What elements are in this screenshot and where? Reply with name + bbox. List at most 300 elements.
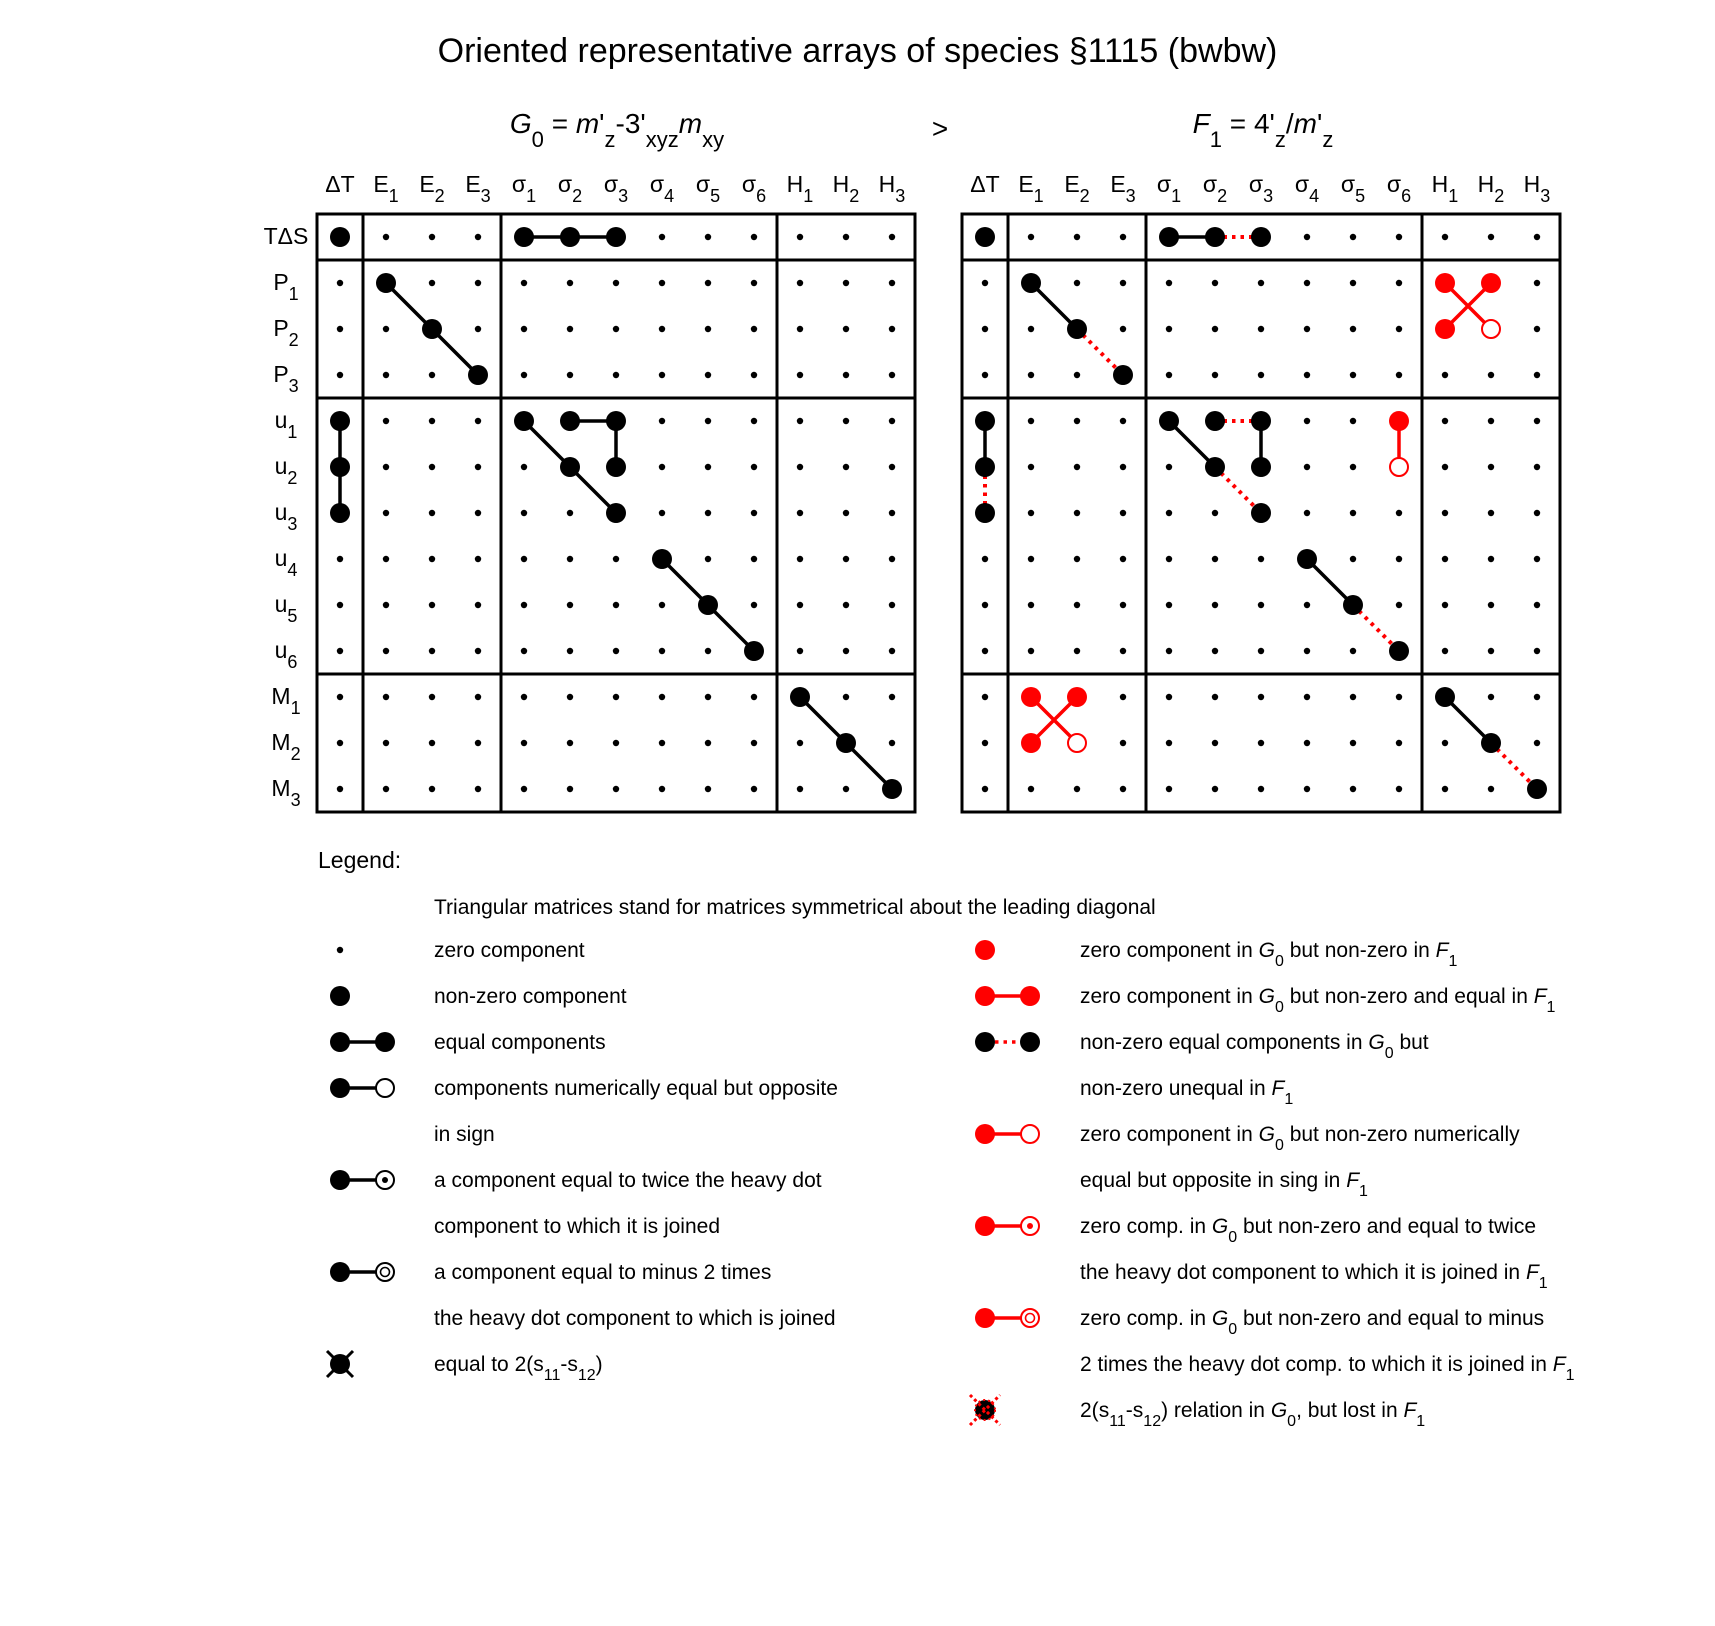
zero-component-dot [1442,602,1448,608]
nonzero-component [1251,503,1271,523]
zero-component-dot [843,786,849,792]
zero-component-dot [1304,510,1310,516]
zero-component-dot [843,372,849,378]
matrix-f1 [962,171,1560,812]
zero-component-dot [751,740,757,746]
zero-component-dot [613,556,619,562]
zero-component-dot [567,740,573,746]
column-header-2: $E_2$ [419,171,445,206]
zero-component-dot [567,510,573,516]
zero-component-dot [1074,372,1080,378]
column-header-7: $\sigma_4$ [1294,171,1320,206]
zero-component-dot [843,280,849,286]
zero-component-dot [705,372,711,378]
zero-component-dot [751,602,757,608]
zero-component-dot [1028,418,1034,424]
zero-component-dot [751,326,757,332]
zero-component-dot [1212,648,1218,654]
opposite-pair-icon [330,1078,394,1098]
column-header-3: $E_3$ [465,171,491,206]
zero-component-dot [1212,326,1218,332]
zero-component-dot [1350,694,1356,700]
zero-component-dot [429,510,435,516]
zero-component-dot [1350,556,1356,562]
zero-component-dot [705,418,711,424]
page-title: Oriented representative arrays of species §1115 (bwbw) [437,32,1278,70]
nonzero-component [1159,227,1179,247]
zero-component-dot [1074,556,1080,562]
zero-component-dot [889,556,895,562]
zero-component-dot [429,280,435,286]
minus-two-pair-icon [330,1262,394,1282]
zero-component-dot [521,648,527,654]
zero-component-dot [1028,648,1034,654]
zero-component-dot [982,556,988,562]
zero-component-dot [1212,280,1218,286]
nonzero-component [330,411,350,431]
zero-component-dot [521,280,527,286]
zero-component-dot [797,234,803,240]
zero-component-dot [1028,786,1034,792]
nonzero-component [606,457,626,477]
zero-component-dot [1534,648,1540,654]
zero-component-dot [337,326,343,332]
zero-component-dot [1120,648,1126,654]
zero-component-dot [475,556,481,562]
zero-component-dot [567,786,573,792]
new-nonzero-component [1481,273,1501,293]
nonzero-component [1251,457,1271,477]
zero-component-dot [982,280,988,286]
zero-component-dot [1028,464,1034,470]
legend-right-text-5-0: zero comp. in $G_0$ but non-zero and equal to minus [1080,1307,1545,1338]
zero-component-dot [1488,464,1494,470]
zero-component-dot [659,234,665,240]
zero-component-dot [659,648,665,654]
zero-component-dot [1212,740,1218,746]
new-nonzero-component [1435,273,1455,293]
zero-component-dot [797,786,803,792]
zero-component-dot [843,648,849,654]
zero-component-dot [1166,280,1172,286]
zero-component-dot [1212,694,1218,700]
zero-component-dot [475,418,481,424]
zero-component-dot [613,740,619,746]
zero-component-dot [982,648,988,654]
zero-component-dot [475,510,481,516]
zero-component-dot [843,418,849,424]
zero-component-dot [1258,326,1264,332]
zero-component-dot [659,740,665,746]
zero-component-dot [659,694,665,700]
zero-component-dot [613,280,619,286]
row-header-6: $u_3$ [274,499,298,534]
new-nonzero-component [1067,687,1087,707]
column-header-3: $E_3$ [1110,171,1136,206]
zero-component-dot [1120,326,1126,332]
zero-component-dot [982,602,988,608]
nonzero-component [836,733,856,753]
zero-component-dot [1074,510,1080,516]
column-header-11: $H_2$ [1477,171,1505,206]
zero-component-dot [337,280,343,286]
zero-component-dot [475,234,481,240]
zero-component-dot [383,510,389,516]
column-header-9: $\sigma_6$ [1386,171,1412,206]
zero-component-dot [1028,602,1034,608]
zero-component-dot [659,418,665,424]
legend-left-text-3-0: components numerically equal but opposite [434,1077,838,1100]
zero-component-dot [1166,786,1172,792]
zero-component-dot [1120,556,1126,562]
zero-component-dot [1074,648,1080,654]
opposite-sign-component [1068,734,1086,752]
zero-component-dot [889,602,895,608]
zero-component-dot [1166,740,1172,746]
zero-component-dot [1534,510,1540,516]
row-header-12: $M_3$ [271,775,301,810]
nonzero-component [1435,687,1455,707]
zero-component-dot [383,464,389,470]
zero-component-dot [705,648,711,654]
zero-component-dot [982,786,988,792]
zero-component-dot [1120,602,1126,608]
column-header-7: $\sigma_4$ [649,171,675,206]
legend-right-text-4-0: zero comp. in $G_0$ but non-zero and equal to twice [1080,1215,1537,1246]
column-header-10: $H_1$ [1431,171,1459,206]
zero-component-dot [1396,602,1402,608]
zero-component-dot [1442,648,1448,654]
zero-component-dot [1350,326,1356,332]
zero-component-dot [1396,234,1402,240]
zero-component-dot [1534,326,1540,332]
row-header-7: $u_4$ [274,545,298,580]
zero-component-dot [613,648,619,654]
zero-component-dot [429,786,435,792]
zero-component-dot [751,694,757,700]
zero-component-dot [1488,602,1494,608]
zero-component-dot [613,786,619,792]
nonzero-component [330,227,350,247]
zero-component-dot [337,648,343,654]
nonzero-component [560,227,580,247]
zero-component-dot [705,694,711,700]
zero-component-dot [1396,280,1402,286]
zero-component-dot [1350,234,1356,240]
zero-component-dot [797,280,803,286]
nonzero-component [1205,227,1225,247]
zero-component-dot [475,464,481,470]
nonzero-component [1067,319,1087,339]
nonzero-component [744,641,764,661]
zero-component-dot [1166,602,1172,608]
zero-component-dot [1442,234,1448,240]
zero-component-dot [843,694,849,700]
column-header-8: $\sigma_5$ [1340,171,1366,206]
zero-component-dot [797,326,803,332]
legend-right-text-2-0: non-zero equal components in $G_0$ but [1080,1031,1429,1062]
zero-component-dot [1488,556,1494,562]
legend-heading: Legend: [318,847,402,873]
column-header-0: ΔT [325,171,355,197]
red-dot-icon [975,940,995,960]
row-header-3: $P_3$ [273,361,299,396]
zero-component-dot [567,280,573,286]
zero-component-dot [797,648,803,654]
zero-component-dot [1442,740,1448,746]
legend-right-text-5-1: 2 times the heavy dot comp. to which it is joined in $F_1$ [1080,1353,1575,1384]
zero-component-dot [1166,694,1172,700]
zero-component-dot [1212,786,1218,792]
nonzero-component [376,273,396,293]
zero-component-dot [659,510,665,516]
zero-component-dot [982,694,988,700]
zero-component-dot [521,694,527,700]
new-nonzero-component [1021,733,1041,753]
zero-component-dot [1350,740,1356,746]
zero-component-dot [383,602,389,608]
zero-component-dot [1304,372,1310,378]
nonzero-component [975,411,995,431]
zero-component-dot [429,648,435,654]
zero-component-dot [1396,740,1402,746]
column-header-11: $H_2$ [832,171,860,206]
zero-component-dot [1304,786,1310,792]
zero-component-dot [1396,510,1402,516]
zero-component-dot [1350,786,1356,792]
zero-component-dot [797,740,803,746]
zero-component-dot [705,326,711,332]
zero-component-dot [982,326,988,332]
zero-component-dot [429,556,435,562]
zero-component-dot [889,648,895,654]
column-header-5: $\sigma_2$ [1202,171,1228,206]
nonzero-component [1021,273,1041,293]
row-header-5: $u_2$ [274,453,298,488]
zero-component-dot [1258,648,1264,654]
legend-right-text-4-1: the heavy dot component to which it is joined in $F_1$ [1080,1261,1548,1292]
zero-component-dot [521,556,527,562]
zero-component-dot [1304,418,1310,424]
matrix-headers [510,108,1333,152]
zero-component-dot [705,234,711,240]
zero-component-dot [982,372,988,378]
zero-component-dot [429,740,435,746]
column-header-6: $\sigma_3$ [603,171,629,206]
zero-component-dot [567,372,573,378]
zero-component-dot [429,418,435,424]
column-header-10: $H_1$ [786,171,814,206]
zero-component-dot [659,326,665,332]
cross-dot-icon [327,1351,353,1377]
zero-component-dot [613,372,619,378]
legend-left-text-1-0: non-zero component [434,985,627,1008]
zero-component-dot [1534,694,1540,700]
zero-component-dot [613,694,619,700]
row-header-11: $M_2$ [271,729,301,764]
zero-component-dot [1166,326,1172,332]
big-dot-icon [330,986,350,1006]
zero-component-dot [659,602,665,608]
zero-component-dot [751,464,757,470]
zero-component-dot [521,740,527,746]
zero-component-dot [1442,464,1448,470]
nonzero-component [1527,779,1547,799]
zero-component-dot [1074,464,1080,470]
zero-component-dot [843,510,849,516]
zero-component-dot [1534,464,1540,470]
legend-left-text-6-0: equal to $2(s_{11}-s_{12})$ [434,1353,603,1384]
zero-component-dot [521,602,527,608]
zero-component-dot [383,556,389,562]
zero-component-dot [1258,786,1264,792]
zero-component-dot [751,510,757,516]
zero-component-dot [475,694,481,700]
zero-component-dot [1120,280,1126,286]
zero-component-dot [659,464,665,470]
zero-component-dot [1166,556,1172,562]
row-header-2: $P_2$ [273,315,299,350]
nonzero-component [975,227,995,247]
zero-component-dot [797,372,803,378]
zero-component-dot [1212,602,1218,608]
nonzero-component [1389,641,1409,661]
zero-component-dot [889,510,895,516]
zero-component-dot [1166,648,1172,654]
column-header-12: $H_3$ [1523,171,1551,206]
zero-component-dot [1350,372,1356,378]
zero-component-dot [429,602,435,608]
red-twice-pair-icon [975,1216,1039,1236]
legend-right-text-3-0: zero component in $G_0$ but non-zero numerically [1080,1123,1520,1154]
zero-component-dot [567,602,573,608]
zero-component-dot [1258,556,1264,562]
column-header-4: $\sigma_1$ [1156,171,1182,206]
zero-component-dot [1396,372,1402,378]
zero-component-dot [1074,786,1080,792]
zero-component-dot [889,694,895,700]
row-header-10: $M_1$ [271,683,301,718]
zero-component-dot [475,602,481,608]
zero-component-dot [1304,234,1310,240]
zero-component-dot [659,280,665,286]
legend-right-text-1-0: zero component in $G_0$ but non-zero and equal in $F_1$ [1080,985,1556,1016]
column-header-2: $E_2$ [1064,171,1090,206]
legend-right-text-6-0: $2(s_{11}-s_{12})$ relation in $G_0$, but lost in $F_1$ [1080,1399,1426,1430]
zero-component-dot [1120,694,1126,700]
nonzero-component [1159,411,1179,431]
zero-component-dot [1258,694,1264,700]
zero-component-dot [1396,694,1402,700]
zero-component-dot [889,372,895,378]
column-header-1: $E_1$ [1018,171,1044,206]
zero-component-dot [1534,418,1540,424]
zero-component-dot [751,280,757,286]
nonzero-component [330,503,350,523]
nonzero-component [1481,733,1501,753]
zero-component-dot [797,556,803,562]
nonzero-component [975,503,995,523]
small-dot-icon [337,947,343,953]
zero-component-dot [1028,510,1034,516]
row-header-9: $u_6$ [274,637,298,672]
nonzero-component [514,227,534,247]
zero-component-dot [475,326,481,332]
legend-right-text-3-1: equal but opposite in sing in $F_1$ [1080,1169,1368,1200]
zero-component-dot [383,234,389,240]
zero-component-dot [337,740,343,746]
zero-component-dot [475,786,481,792]
zero-component-dot [1350,464,1356,470]
zero-component-dot [889,326,895,332]
zero-component-dot [383,326,389,332]
legend-note: Triangular matrices stand for matrices symmetrical about the leading diagonal [434,896,1156,919]
zero-component-dot [1120,234,1126,240]
zero-component-dot [1488,786,1494,792]
column-header-1: $E_1$ [373,171,399,206]
zero-component-dot [337,786,343,792]
nonzero-component [1297,549,1317,569]
zero-component-dot [751,418,757,424]
nonzero-component [606,411,626,431]
zero-component-dot [1534,372,1540,378]
zero-component-dot [337,372,343,378]
zero-component-dot [751,234,757,240]
zero-component-dot [1304,694,1310,700]
nonzero-component [606,227,626,247]
zero-component-dot [383,786,389,792]
zero-component-dot [1304,740,1310,746]
column-header-12: $H_3$ [878,171,906,206]
zero-component-dot [797,418,803,424]
red-equal-pair-icon [975,986,1040,1006]
formula-g0: $G_0 = m'_z-3'_{xyz}m_{xy}$ [509,108,725,152]
zero-component-dot [1120,510,1126,516]
red-minus-two-pair-icon [975,1308,1039,1328]
zero-component-dot [1396,556,1402,562]
row-header-1: $P_1$ [273,269,299,304]
nonzero-component [975,457,995,477]
zero-component-dot [1350,648,1356,654]
zero-component-dot [1212,510,1218,516]
zero-component-dot [613,326,619,332]
zero-component-dot [1534,280,1540,286]
legend-left-text-5-0: a component equal to minus 2 times [434,1261,772,1284]
nonzero-component [330,457,350,477]
zero-component-dot [1442,556,1448,562]
zero-component-dot [705,510,711,516]
zero-component-dot [1304,280,1310,286]
dotted-pair-icon [975,1032,1040,1052]
legend-left-text-3-1: in sign [434,1123,495,1146]
column-header-9: $\sigma_6$ [741,171,767,206]
twice-pair-icon [330,1170,394,1190]
zero-component-dot [1488,510,1494,516]
zero-component-dot [1258,602,1264,608]
zero-component-dot [613,602,619,608]
zero-component-dot [383,694,389,700]
zero-component-dot [1166,372,1172,378]
zero-component-dot [429,372,435,378]
zero-component-dot [1120,418,1126,424]
zero-component-dot [751,556,757,562]
zero-component-dot [1442,510,1448,516]
zero-component-dot [889,740,895,746]
zero-component-dot [797,602,803,608]
zero-component-dot [521,326,527,332]
column-header-8: $\sigma_5$ [695,171,721,206]
zero-component-dot [705,464,711,470]
